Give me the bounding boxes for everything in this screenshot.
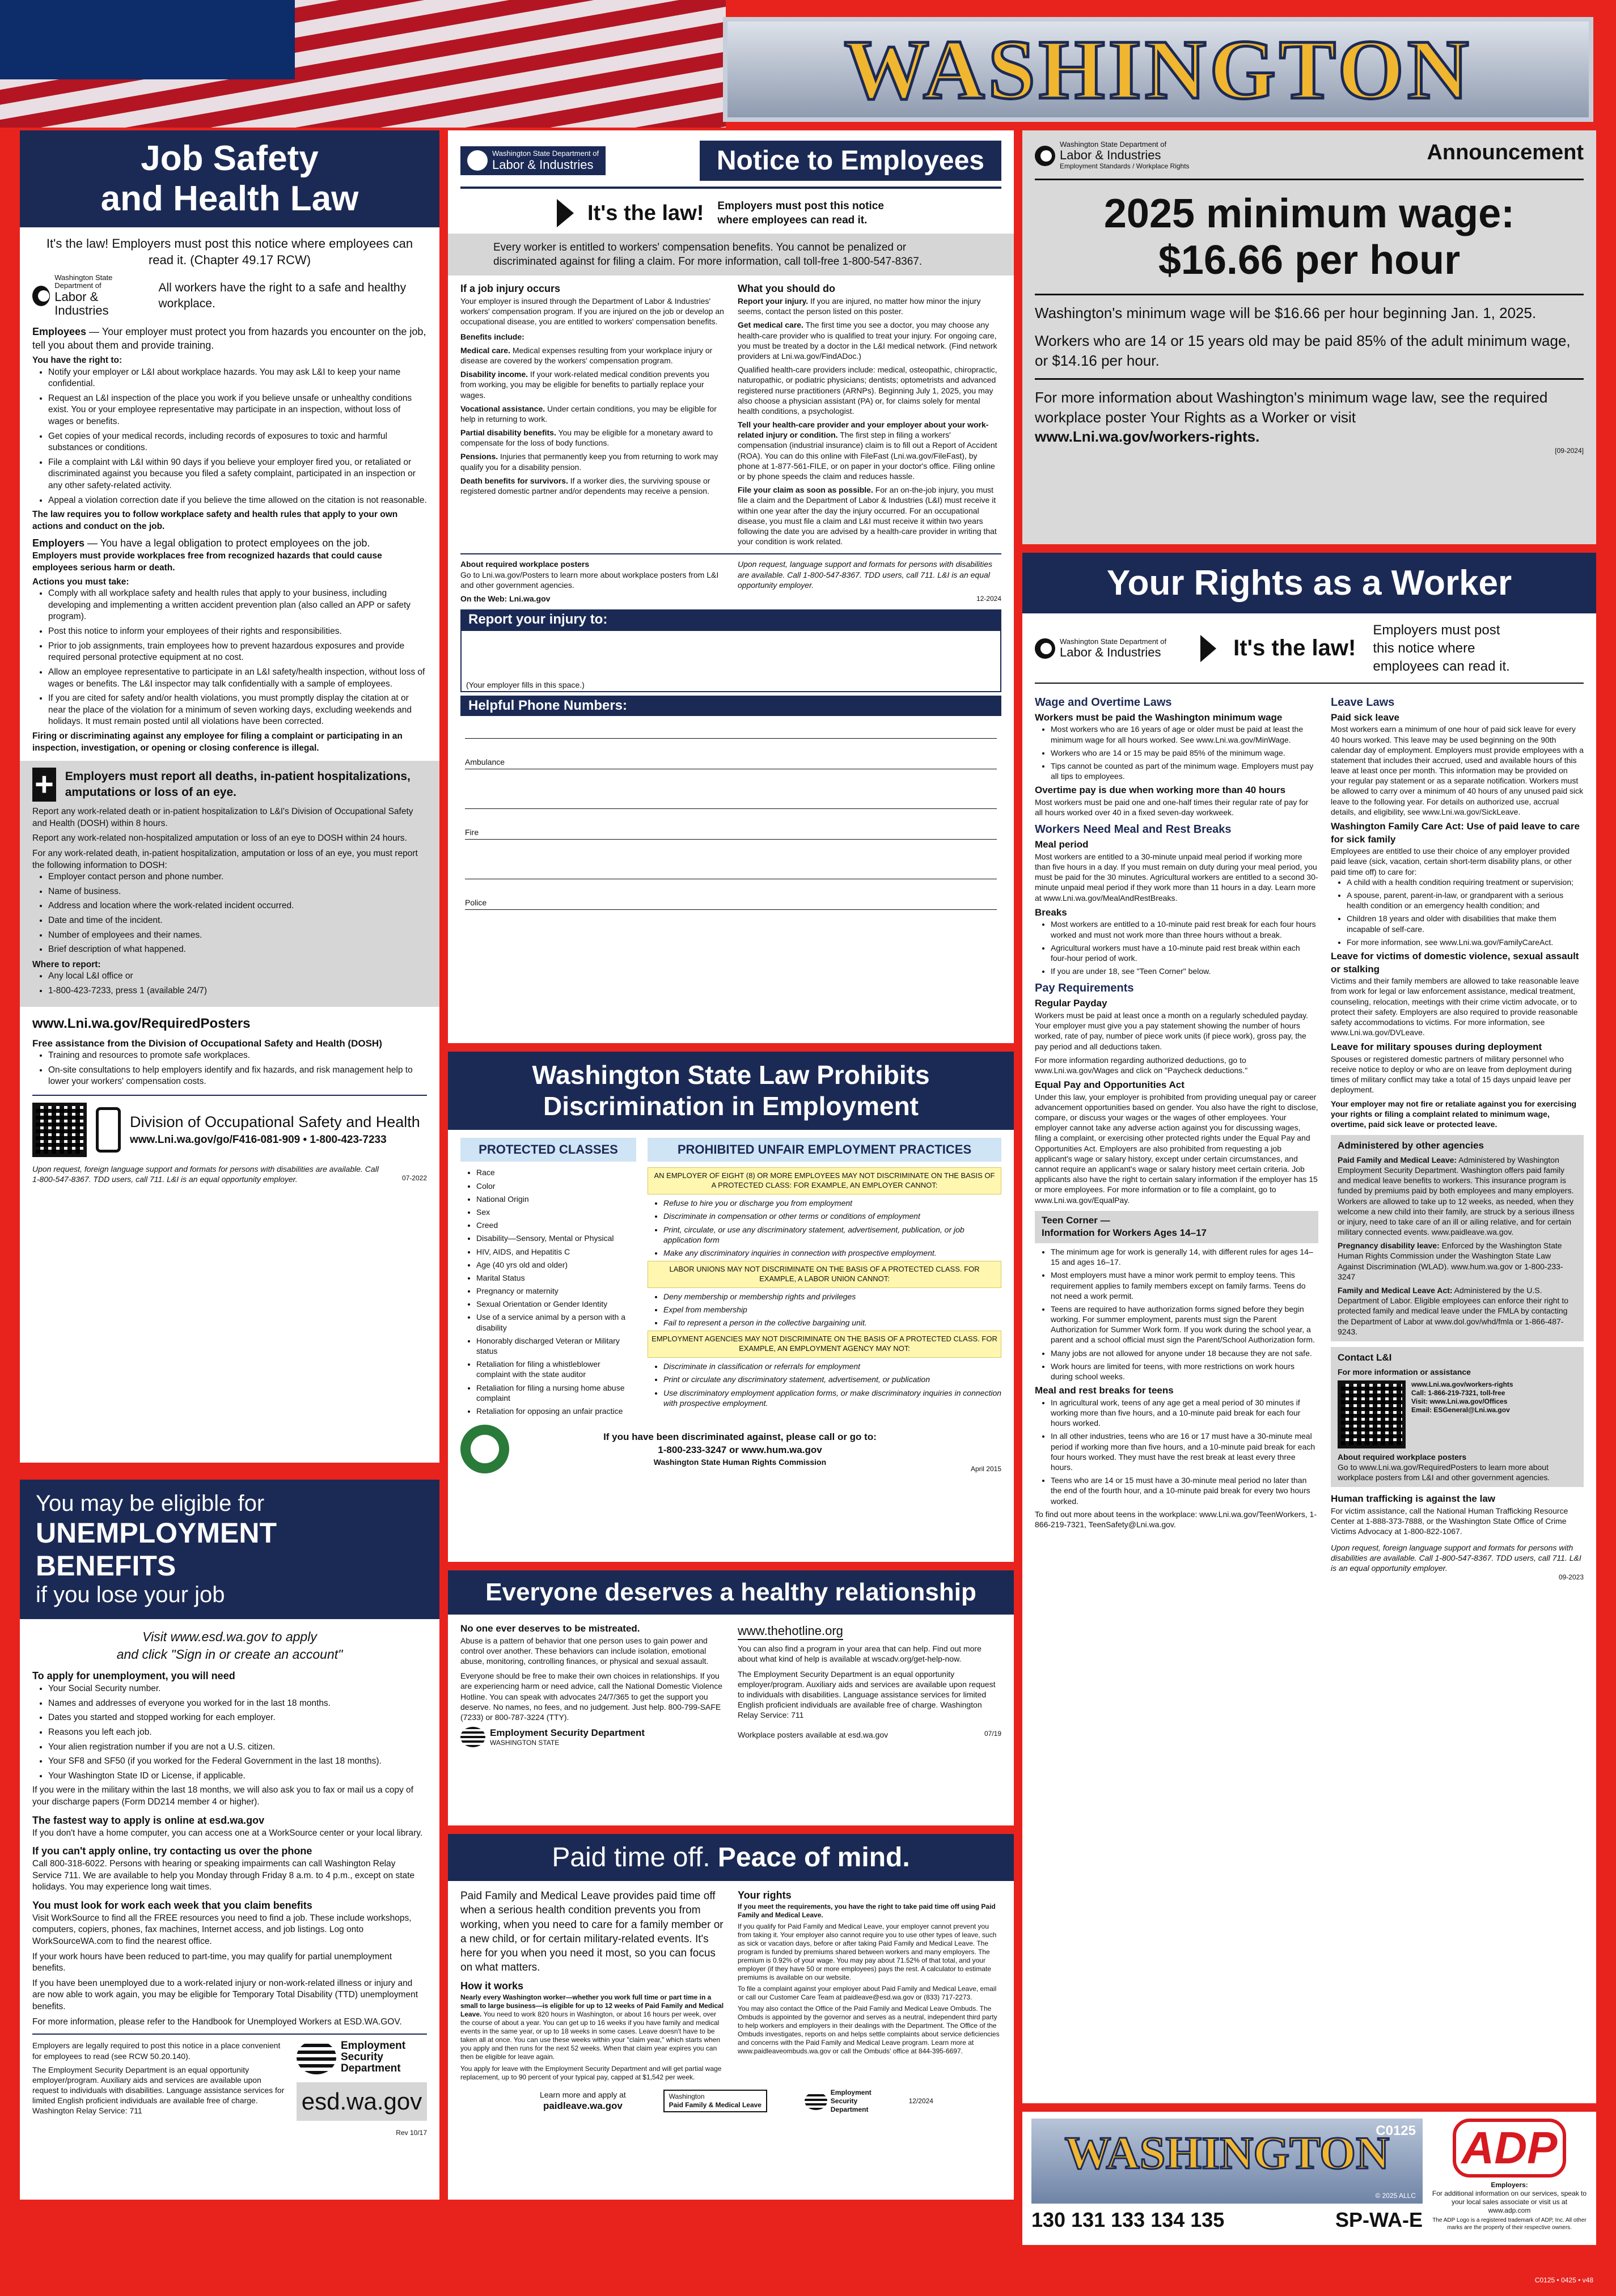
report-list: • Employer contact person and phone number. • Name of business. • Address and location where the work-related incident occurred. • Date and time of the incident. • Number of employees and their names. • Brief description of what happened. [32,871,427,956]
report-injury-header: Report your injury to: [460,609,1001,630]
all-workers-text: All workers have the right to a safe and healthy workplace. [158,281,407,310]
footer-panel: C0125 WASHINGTON © 2025 ALLC 130 131 133 134 135 SP-WA-E ADP Employers: For additional information on our services, speak to your local sales associate or visit us at www.adp.com The ADP Logo is a registered trademark of ADP, Inc. All other marks are the property of their respective owners. [1022,2112,1596,2245]
esd-logo-icon [805,2092,827,2110]
discrimination-title: Washington State Law Prohibits Discrimination in Employment [448,1052,1014,1130]
esd-logo: Employment Security Department WASHINGTON STATE [460,1727,724,1747]
ambulance-field[interactable]: Ambulance [465,739,997,769]
rights-title: Your Rights as a Worker [1022,553,1596,613]
report-injury-field[interactable]: (Your employer fills in this space.) [460,630,1001,692]
teen-corner-header: Teen Corner — Information for Workers Ages 14–17 [1035,1211,1318,1243]
relationship-panel: Everyone deserves a healthy relationship No one ever deserves to be mistreated. Abuse is a pattern of behavior that one person uses to gain power and control over another. These behaviors can include isolation, emotional abuse, monitoring, controlling finances, or physical and sexual assault. Everyone should be free to make their own choices in relationships. If you are experiencing harm or need advice, call the National Domestic Violence Hotline. You can speak with advocates 24/7/365 to get the support you deserve. No names, no fees, and no judgement. Just help. 800-799-SAFE (7233) or 800-787-3224 (TTY). Employment Security Department WASHINGTON STATE www.thehotline.org You can also find a program in your area that can help. Find out more about what kind of help is available at wscadv.org/get-help-now. The Employment Security Department is an equal opportunity employer/program. Auxiliary aids and services are available upon request to individuals with disabilities. Language assistance services for limited English proficient individuals are available free of charge. Washington Relay Service: 711 Workplace posters available at esd.wa.gov 07/19 [448,1570,1014,1825]
esd-logo: Employment Security Department [805,2089,872,2114]
where-list: • Any local L&I office or • 1-800-423-7233, press 1 (available 24/7) [32,971,427,997]
job-safety-title: Job Safety and Health Law [20,130,439,227]
right-to-list: • Notify your employer or L&I about workplace hazards. You may ask L&I to keep your name confidential. • Request an L&I inspection of the place you work if you believe unsafe or unhealthy conditions exist. You or your employee representative may participate in an inspection, without loss of wages or benefits. • Get copies of your medical records, including records of exposures to toxic and harmful substances or conditions. • File a complaint with L&I within 90 days if you believe your employer fired you, or retaliated or discriminated against you because you filed a safety complaint, participated in an inspection or any other safety-related activity. • Appeal a violation correction date if you believe the time allowed on the citation is not reasonable. [32,367,427,507]
pto-panel: Paid time off. Peace of mind. Paid Family and Medical Leave provides paid time off when a serious health condition prevents you from working, when you need to care for a family member or a new child, or for certain military-related events. It's here for you when you need it most, so you can focus on what matters. How it works Nearly every Washington worker—whether you work full time or part time in a small to large business—is eligible for up to 12 weeks of Paid Family and Medical Leave. You need to work 820 hours in Washington, or about 16 hours per week, over the course of about a year. You can get up to 16 weeks if you have family and medical events in the same year, or up to 18 weeks in some cases. Leave doesn't have to be taken all at once. You can use these weeks within your "claim year," which starts when you apply and then runs for the next 52 weeks. When that claim year expires you can then be eligible for leave again. You apply for leave with the Employment Security Department and will get partial wage replacement, up to 90 percent of your typical pay, capped at $1,542 per week. Your rights If you meet the requirements, you have the right to take paid time off using Paid Family and Medical Leave. If you qualify for Paid Family and Medical Leave, your employer cannot prevent you from taking it. Your employer also cannot require you to use other types of leave, such as sick or vacation days, before or after taking Paid Family and Medical Leave. The program is funded by premiums shared between workers and many employers. The premium is 0.92% of your wage. You may pay about 71.52% of that total, and your employer (if they have 50 or more employees) pays the rest. A calculator to estimate premiums is available on our website. To file a complaint against your employer about Paid Family and Medical Leave, email or call our Customer Care Team at paidleave@esd.wa.gov or (833) 717-2273. You may also contact the Office of the Paid Family and Medical Leave Ombuds. The Ombuds is appointed by the governor and serves as a neutral, independent third party to help workers and employers in their dealings with the Department. The Office of the Ombuds investigates, reports on and helps settle complaints about service deficiencies and concerns with the Paid Family and Medical Leave program. Learn more at www.paidleaveombuds.wa.gov or call the Ombuds' office at 844-395-6697. Learn more and apply at paidleave.wa.gov Washington Paid Family & Medical Leave Employment Security Department 12/2024 [448,1834,1014,2200]
lni-logo-icon [32,286,50,306]
lni-logo-icon [467,150,488,171]
unemployment-panel: You may be eligible for UNEMPLOYMENT BENEFITS if you lose your job Visit www.esd.wa.gov to apply and click "Sign in or create an account" To apply for unemployment, you will need • Your Social Security number. • Names and addresses of everyone you worked for in the last 18 months. • Dates you started and stopped working for each employer. • Reasons you left each job. • Your alien registration number if you are not a U.S. citizen. • Your SF8 and SF50 (if you worked for the Federal Government in the last 18 months). • Your Washington State ID or License, if applicable. If you were in the military within the last 18 months, we will also ask you to fax or mail us a copy of your discharge papers (Form DD214 member 4 or higher). The fastest way to apply is online at esd.wa.gov If you don't have a home computer, you can access one at a WorkSource center or your local library. If you can't apply online, try contacting us over the phone Call 800-318-6022. Persons with hearing or speaking impairments can call Washington Relay Service 711. We are available to help you Monday through Friday 8 a.m. to 4 p.m., except on state holidays. You may experience long wait times. You must look for work each week that you claim benefits Visit WorkSource to find all the FREE resources you need to find a job. These include workshops, computers, copiers, phones, fax machines, Internet access, and job listings. Log onto WorkSourceWA.com to find the nearest office. If your work hours have been reduced to part-time, you may qualify for partial unemployment benefits. If you have been unemployed due to a work-related injury or non-work-related illness or injury and are now able to work again, you may be eligible for Temporary Total Disability (TTD) unemployment benefits. For more information, please refer to the Handbook for Unemployed Workers at ESD.WA.GOV. Employers are legally required to post this notice in a place convenient for employees to read (see RCW 50.20.140). The Employment Security Department is an equal opportunity employer/program. Auxiliary aids and services are available upon request to individuals with disabilities. Language assistance services for limited English proficient individuals are available free of charge. Washington Relay Service: 711 Employment Security Department esd.wa.gov Rev 10/17 [20,1480,439,2200]
lni-web-link[interactable]: On the Web: Lni.wa.gov [460,594,551,603]
lni-logo-icon [1035,638,1055,659]
lni-logo-icon [1035,146,1055,166]
report-box: + Employers must report all deaths, in-patient hospitalizations, amputations or loss of an eye. Report any work-related death or in-patient hospitalization to L&I's Division of Occupational Safety and Health (DOSH) within 8 hours. Report any work-related non-hospitalized amputation or loss of an eye to DOSH within 24 hours. For any work-related death, in-patient hospitalization, amputation or loss of an eye, you must report the following information to DOSH: • Employer contact person and phone number. • Name of business. • Address and location where the work-related incident occurred. • Date and time of the incident. • Number of employees and their names. • Brief description of what happened. Where to report: • Any local L&I office or • 1-800-423-7233, press 1 (available 24/7) [20,761,439,1007]
pto-title: Paid time off. Peace of mind. [448,1834,1014,1881]
contact-box: Contact L&I For more information or assistance www.Lni.wa.gov/workers-rights Call: 1-866-219-7321, toll-free Visit: www.Lni.wa.gov/Offices Email: ESGeneral@Lni.wa.gov About required workplace posters Go to www.Lni.wa.gov/RequiredPosters to learn more about workplace posters from L&I and other government agencies. [1331,1347,1584,1487]
notice-title: Notice to Employees [700,141,1001,181]
lni-logo: Washington State Department of Labor & Industries Employment Standards / Workplace Rights [1035,141,1190,171]
lni-logo: Washington State Department of Labor & Industries [460,146,606,175]
arrow-icon [557,199,574,227]
pfml-logo: Washington Paid Family & Medical Leave [663,2090,767,2112]
dosh-qr-code [32,1103,87,1157]
min-wage-panel: Washington State Department of Labor & Industries Employment Standards / Workplace Rights Announcement 2025 minimum wage: $16.66 per hour Washington's minimum wage will be $16.66 per hour beginning Jan. 1, 2025. Workers who are 14 or 15 years old may be paid 85% of the adult minimum wage, or $14.16 per hour. For more information about Washington's minimum wage law, see the required workplace poster Your Rights as a Worker or visit www.Lni.wa.gov/workers-rights. [09-2024] [1022,130,1596,544]
state-title: WASHINGTON [844,22,1473,117]
lni-logo: Washington State Department of Labor & Industries [32,274,147,317]
adp-logo: ADP [1453,2119,1567,2178]
state-banner [723,17,1593,122]
hotline-url[interactable]: www.thehotline.org [738,1623,843,1640]
phone-icon [96,1107,121,1153]
esd-logo-icon [460,1727,485,1747]
fire-field[interactable]: Fire [465,809,997,840]
arrow-icon [1200,635,1216,662]
apply-list: • Your Social Security number. • Names and addresses of everyone you worked for in the last 18 months. • Dates you started and stopped working for each employer. • Reasons you left each job. • Your alien registration number if you are not a U.S. citizen. • Your SF8 and SF50 (if you worked for the Federal Government in the last 18 months). • Your Washington State ID or License, if applicable. [32,1683,427,1782]
job-safety-panel: Job Safety and Health Law It's the law! Employers must post this notice where employees can read it. (Chapter 49.17 RCW) Washington State Department of Labor & Industries All workers have the right to a safe and healthy workplace. Employees — Your employer must protect you from hazards you encounter on the job, tell you about them and provide training. You have the right to: • Notify your employer or L&I about workplace hazards. You may ask L&I to keep your name confidential. • Request an L&I inspection of the place you work if you believe unsafe or unhealthy conditions exist. You or your employee representative may participate in an inspection, without loss of wages or benefits. • Get copies of your medical records, including records of exposures to toxic and harmful substances or conditions. • File a complaint with L&I within 90 days if you believe your employer fired you, or retaliated or discriminated against you because you filed a safety complaint, participated in an inspection or any other safety-related activity. • Appeal a violation correction date if you believe the time allowed on the citation is not reasonable. The law requires you to follow workplace safety and health rules that apply to your own actions and conduct on the job. Employers — You have a legal obligation to protect employees on the job. Employers must provide workplaces free from recognized hazards that could cause employees serious harm or death. Actions you must take: • Comply with all workplace safety and health rules that apply to your business, including developing and implementing a written accident prevention plan (also called an APP or safety program). • Post this notice to inform your employees of their rights and responsibilities. • Prior to job assignments, train employees how to prevent hazardous exposures and provide required personal protective equipment at no cost. • Allow an employee representative to participate in an L&I safety/health inspection, without loss of wages or benefits. The L&I inspector may talk confidentially with a sample of employees. • If you are cited for safety and/or health violations, you must promptly display the citation at or near the place of the violation for a minimum of seven working days, excluding weekends and holidays. It must remain posted until all violations have been corrected. Firing or discriminating against any employee for filing a complaint or participating in an inspection, investigation, or opening or closing conference is illegal. + Employers must report all deaths, in-patient hospitalizations, amputations or loss of an eye. Report any work-related death or in-patient hospitalization to L&I's Division of Occupational Safety and Health (DOSH) within 8 hours. Report any work-related non-hospitalized amputation or loss of an eye to DOSH within 24 hours. For any work-related death, in-patient hospitalization, amputation or loss of an eye, you must report the following information to DOSH: • Employer contact person and phone number. • Name of business. • Address and location where the work-related incident occurred. • Date and time of the incident. • Number of employees and their names. • Brief description of what happened. Where to report: • Any local L&I office or • 1-800-423-7233, press 1 (available 24/7) www.Lni.wa.gov/RequiredPosters Free assistance from the Division of Occupational Safety and Health (DOSH) • Training and resources to promote safe workplaces. • On-site consultations to help employers identify and fix hazards, and risk management help to lower your workers' compensation costs. Division of Occupational Safety and Health www.Lni.wa.gov/go/F416-081-909 • 1-800-423-7233 Upon request, foreign language support and formats for persons with disabilities are available. Call 1-800-547-8367. TDD users, call 711. L&I is an equal opportunity employer. 07-2022 [20,130,439,1463]
free-list: • Training and resources to promote safe workplaces. • On-site consultations to help employers identify and fix hazards, and risk management help to lower your workers' compensation costs. [32,1050,427,1088]
min-wage-amount: $16.66 per hour [1158,238,1461,283]
actions-list: • Comply with all workplace safety and health rules that apply to your business, including developing and implementing a written accident prevention plan (also called an APP or safety program). • Post this notice to inform your employees of their rights and responsibilities. • Prior to job assignments, train employees how to prevent hazardous exposures and provide required personal protective equipment at no cost. • Allow an employee representative to participate in an L&I safety/health inspection, without loss of wages or benefits. The L&I inspector may talk confidentially with a sample of employees. • If you are cited for safety and/or health violations, you must promptly display the citation at or near the place of the violation for a minimum of seven working days, excluding weekends and holidays. It must remain posted until all violations have been corrected. [32,588,427,728]
esd-url[interactable]: esd.wa.gov [297,2082,427,2121]
notice-panel: Washington State Department of Labor & Industries Notice to Employees It's the law! Employers must post this notice where employees can read it. Every worker is entitled to workers' compensation benefits. You cannot be penalized or discriminated against for filing a claim. For more information, call toll-free 1-800-547-8367. If a job injury occurs Your employer is insured through the Department of Labor & Industries' workers' compensation program. If you are injured on the job or develop an occupational disease, you are entitled to workers' compensation benefits. Benefits include: Medical care. Medical expenses resulting from your workplace injury or disease are covered by the workers' compensation program. Disability income. If your work-related medical condition prevents you from working, you may be eligible for benefits to partially replace your wages. Vocational assistance. Under certain conditions, you may be eligible for help in returning to work. Partial disability benefits. You may be eligible for a monetary award to compensate for the loss of body functions. Pensions. Injuries that permanently keep you from returning to work may qualify you for a disability pension. Death benefits for survivors. If a worker dies, the surviving spouse or registered domestic partner and/or dependents may receive a pension. What you should do Report your injury. If you are injured, no matter how minor the injury seems, contact the person listed on this poster. Get medical care. The first time you see a doctor, you may choose any health-care provider who is qualified to treat your injury. For ongoing care, you must be treated by a doctor in the L&I medical network. (Find network providers at Lni.wa.gov/FindADoc.) Qualified health-care providers include: medical, osteopathic, chiropractic, naturopathic, or podiatric physicians; dentists; optometrists and advanced registered nurse practitioners (ARNPs). Beginning July 1, 2025, you may also choose a physician assistant (PA) or, for claims solely for mental health conditions, a psychologist. Tell your health-care provider and your employer about your work-related injury or condition. The first step in filing a workers' compensation (industrial insurance) claim is to fill out a Report of Accident (ROA). You can do this online with FileFast (Lni.wa.gov/FileFast), by phone at 1-877-561-FILE, or on paper in your doctor's office. Filing online or by phone speeds the claim and reduces hassle. File your claim as soon as possible. For an on-the-job injury, you must file a claim and the Department of Labor & Industries (L&I) must receive it within one year after the day the injury occurred. For an occupational disease, you must file a claim and L&I must receive it within two years following the date you are advised by a health-care provider in writing that your condition is work related. About required workplace posters Go to Lni.wa.gov/Posters to learn more about workplace posters from L&I and other government agencies. On the Web: Lni.wa.gov Upon request, language support and formats for persons with disabilities are available. Call 1-800-547-8367. TDD users, call 711. L&I is an equal opportunity employer. 12-2024 Report your injury to: (Your employer fills in this space.) Helpful Phone Numbers: Ambulance Fire Police [448,130,1014,1043]
version-code: C0125 • 0425 • v48 [1534,2276,1593,2284]
lni-logo: Washington State Department of Labor & Industries [1035,638,1166,659]
medical-cross-icon: + [32,768,56,802]
relationship-title: Everyone deserves a healthy relationship [448,1570,1014,1615]
police-field[interactable]: Police [465,879,997,910]
esd-logo: Employment Security Department [297,2040,427,2074]
flag-canton [0,0,295,79]
rights-panel: Your Rights as a Worker Washington State Department of Labor & Industries It's the law! Employers must post this notice where employees can read it. Wage and Overtime Laws Workers must be paid the Washington minimum wage • Most workers who are 16 years of age or older must be paid at least the minimum wage for all hours worked. See www.Lni.wa.gov/MinWage. • Workers who are 14 or 15 may be paid 85% of the minimum wage. • Tips cannot be counted as part of the minimum wage. Employers must pay all tips to employees. Overtime pay is due when working more than 40 hours Most workers must be paid one and one-half times their regular rate of pay for all hours worked over 40 in a fixed seven-day workweek. Workers Need Meal and Rest Breaks Meal period Most workers are entitled to a 30-minute unpaid meal period if working more than five hours in a day. If you must remain on duty during your meal period, you must be paid for the 30 minutes. Agricultural workers are entitled to a second 30-minute unpaid meal period if they work more than 11 hours in a day. Learn more at www.Lni.wa.gov/MealAndRestBreaks. Breaks • Most workers are entitled to a 10-minute paid rest break for each four hours worked and must not work more than three hours without a break. • Agricultural workers must have a 10-minute paid rest break within each four-hour period of work. • If you are under 18, see "Teen Corner" below. Pay Requirements Regular Payday Workers must be paid at least once a month on a regularly scheduled payday. Your employer must give you a pay statement showing the number of hours worked, rate of pay, number of piece work units (if piece work), gross pay, the pay period and all deductions taken. For more information regarding authorized deductions, go to www.Lni.wa.gov/Wages and click on "Paycheck deductions." Equal Pay and Opportunities Act Under this law, your employer is prohibited from providing unequal pay or career advancement opportunities based on gender. You also have the right to disclose, compare, or discuss your wages or the wages of other employees. Your employer cannot take any adverse action against you for discussing wages, filing a complaint, or exercising other protected rights under the Equal Pay and Opportunities Act. Employers are also prohibited from requesting a job applicant's wage or salary history, except under certain circumstances, and cannot require an applicant's wage or salary history meet certain criteria. Job applicants also have the right to certain salary information if the employer has 15 or more employees. For more information or to file a complaint, go to www.Lni.wa.gov/EqualPay. Teen Corner — Information for Workers Ages 14–17 • The minimum age for work is generally 14, with different rules for ages 14–15 and ages 16–17. • Most employers must have a minor work permit to employ teens. This requirement applies to family members except on family farms. Teens do not need a work permit. • Teens are required to have authorization forms signed before they begin working. For summer employment, parents must sign the Parent Authorization for Summer Work form. If you work during the school year, a parent and a school official must sign the Parent/School Authorization form. • Many jobs are not allowed for anyone under 18 because they are not safe. • Work hours are limited for teens, with more restrictions on work hours during school weeks. Meal and rest breaks for teens • In agricultural work, teens of any age get a meal period of 30 minutes if working more than five hours, and a 10-minute paid break for each four hours worked. • In all other industries, teens who are 16 or 17 must have a 30-minute meal period if working more than five hours, and a 10-minute paid break for each four hours worked. They must have the rest break at least every three hours. • Teens who are 14 or 15 must have a 30-minute meal period no later than the end of the fourth hour, and a 10-minute paid break for every two hours worked. To find out more about teens in the workplace: www.Lni.wa.gov/TeenWorkers, 1-866-219-7321, TeenSafety@Lni.wa.gov. Leave Laws Paid sick leave Most workers earn a minimum of one hour of paid sick leave for every 40 hours worked. This leave may be used beginning on the 90th calendar day of employment. Employers must provide employees with a statement that includes their accrued, used and available hours of this leave at least once per month. This information may be provided on your regular pay statement or as a separate notification. Workers must be allowed to carry over a minimum of 40 hours of any unused paid sick leave to the following year. For details on authorized use, accrual details, and eligibility, see www.Lni.wa.gov/SickLeave. Washington Family Care Act: Use of paid leave to care for sick family Employees are entitled to use their choice of any employer provided paid leave (sick, vacation, certain short-term disability plans, or other paid time off) to care for: • A child with a health condition requiring treatment or supervision; • A spouse, parent, parent-in-law, or grandparent with a serious health condition or an emergency health condition; and • Children 18 years and older with disabilities that make them incapable of self-care. • For more information, see www.Lni.wa.gov/FamilyCareAct. Leave for victims of domestic violence, sexual assault or stalking Victims and their family members are allowed to take reasonable leave from work for legal or law enforcement assistance, medical treatment, counseling, relocation, meetings with their crime victim advocate, or to protect their safety. Employers are also required to provide reasonable safety accommodations to victims. For more information, see www.Lni.wa.gov/DVLeave. Leave for military spouses during deployment Spouses or registered domestic partners of military personnel who receive notice to deploy or who are on leave from deployment during times of military conflict may take a total of 15 days unpaid leave per deployment. Your employer may not fire or retaliate against you for exercising your rights or filing a complaint related to minimum wage, overtime, paid sick leave or protected leave. Administered by other agencies Paid Family and Medical Leave: Administered by Washington Employment Security Department. Washington offers paid family and medical leave benefits to workers. This insurance program is funded by premiums paid by both employees and many employers. Workers are allowed to take up to 12 weeks, as needed, when they welcome a new child into their family, are struck by a serious illness or injury, need to take care of an ill or ailing relative, and for certain military connected events. www.paidleave.wa.gov. Pregnancy disability leave: Enforced by the Washington State Human Rights Commission under the Washington State Law Against Discrimination (WLAD). www.hum.wa.gov or 1-800-233-3247 Family and Medical Leave Act: Administered by the U.S. Department of Labor. Eligible employees can enforce their right to protected family and medical leave under the FMLA by contacting the Department of Labor at www.dol.gov/whd/fmla or 1-866-487-9243. Contact L&I For more information or assistance www.Lni.wa.gov/workers-rights Call: 1-866-219-7321, toll-free Visit: www.Lni.wa.gov/Offices Email: ESGeneral@Lni.wa.gov About required workplace posters Go to www.Lni.wa.gov/RequiredPosters to learn more about workplace posters from L&I and other government agencies. Human trafficking is against the law For victim assistance, call the National Human Trafficking Resource Center at 1-888-373-7888, or the Washington State Office of Crime Victims Advocacy at 1-800-822-1067. Upon request, foreign language support and formats for persons with disabilities are available. Call 1-800-547-8367. TDD users, call 711. L&I is an equal opportunity employer. 09-2023 [1022,553,1596,2103]
min-wage-title: 2025 minimum wage: [1103,191,1515,237]
every-worker-box: Every worker is entitled to workers' compensation benefits. You cannot be penalized or discriminated against for filing a claim. For more information, call toll-free 1-800-547-8367. [448,234,1014,276]
contact-qr-code [1338,1380,1406,1448]
required-posters-url[interactable]: www.Lni.wa.gov/RequiredPosters [32,1015,251,1031]
job-safety-intro: It's the law! Employers must post this notice where employees can read it. (Chapter 49.17 RCW) [46,236,413,267]
state-seal-icon [460,1425,509,1473]
protected-classes-list: • Race • Color • National Origin • Sex • Creed • Disability—Sensory, Mental or Physical • HIV, AIDS, and Hepatitis C • Age (40 yrs old and older) • Marital Status • Pregnancy or maternity • Sexual Orientation or Gender Identity • Use of a service animal by a person with a disability • Honorably discharged Veteran or Military status • Retaliation for filing a whistleblower complaint with the state auditor • Retaliation for filing a nursing home abuse complaint • Retaliation for opposing an unfair practice [460,1167,636,1416]
admin-box: Administered by other agencies Paid Family and Medical Leave: Administered by Washington Employment Security Department. Washington offers paid family and medical leave benefits to workers. This insurance program is funded by premiums paid by both employees and many employers. Workers are allowed to take up to 12 weeks, as needed, when they welcome a new child into their family, are struck by a serious illness or injury, need to take care of an ill or ailing relative, and for certain military connected events. www.paidleave.wa.gov. Pregnancy disability leave: Enforced by the Washington State Human Rights Commission under the Washington State Law Against Discrimination (WLAD). www.hum.wa.gov or 1-800-233-3247 Family and Medical Leave Act: Administered by the U.S. Department of Labor. Eligible employees can enforce their right to protected family and medical leave under the FMLA by contacting the Department of Labor at www.dol.gov/whd/fmla or 1-866-487-9243. [1331,1135,1584,1341]
phone-numbers-header: Helpful Phone Numbers: [460,696,1001,716]
footer-state-title: WASHINGTON [1064,2127,1390,2179]
discrimination-panel: Washington State Law Prohibits Discrimination in Employment PROTECTED CLASSES • Race • Color • National Origin • Sex • Creed • Disability—Sensory, Mental or Physical • HIV, AIDS, and Hepatitis C • Age (40 yrs old and older) • Marital Status • Pregnancy or maternity • Sexual Orientation or Gender Identity • Use of a service animal by a person with a disability • Honorably discharged Veteran or Military status • Retaliation for filing a whistleblower complaint with the state auditor • Retaliation for filing a nursing home abuse complaint • Retaliation for opposing an unfair practice PROHIBITED UNFAIR EMPLOYMENT PRACTICES AN EMPLOYER OF EIGHT (8) OR MORE EMPLOYEES MAY NOT DISCRIMINATE ON THE BASIS OF A PROTECTED CLASS: FOR EXAMPLE, AN EMPLOYER CANNOT: • Refuse to hire you or discharge you from employment • Discriminate in compensation or other terms or conditions of employment • Print, circulate, or use any discriminatory statement, advertisement, publication, or job application form • Make any discriminatory inquiries in connection with prospective employment. LABOR UNIONS MAY NOT DISCRIMINATE ON THE BASIS OF A PROTECTED CLASS. FOR EXAMPLE, A LABOR UNION CANNOT: • Deny membership or membership rights and privileges • Expel from membership • Fail to represent a person in the collective bargaining unit. EMPLOYMENT AGENCIES MAY NOT DISCRIMINATE ON THE BASIS OF A PROTECTED CLASS. FOR EXAMPLE, AN EMPLOYMENT AGENCY MAY NOT: • Discriminate in classification or referrals for employment • Print or circulate any discriminatory statement, advertisement, or publication • Use discriminatory employment application forms, or make discriminatory inquiries in connection with prospective employment. If you have been discriminated against, please call or go to: 1-800-233-3247 or www.hum.wa.gov Washington State Human Rights Commission April 2015 [448,1052,1014,1562]
workers-rights-url[interactable]: www.Lni.wa.gov/workers-rights. [1035,428,1260,446]
paidleave-url[interactable]: paidleave.wa.gov [543,2100,623,2111]
esd-logo-icon [297,2040,336,2074]
unemployment-title: You may be eligible for UNEMPLOYMENT BENEFITS if you lose your job [20,1480,439,1619]
